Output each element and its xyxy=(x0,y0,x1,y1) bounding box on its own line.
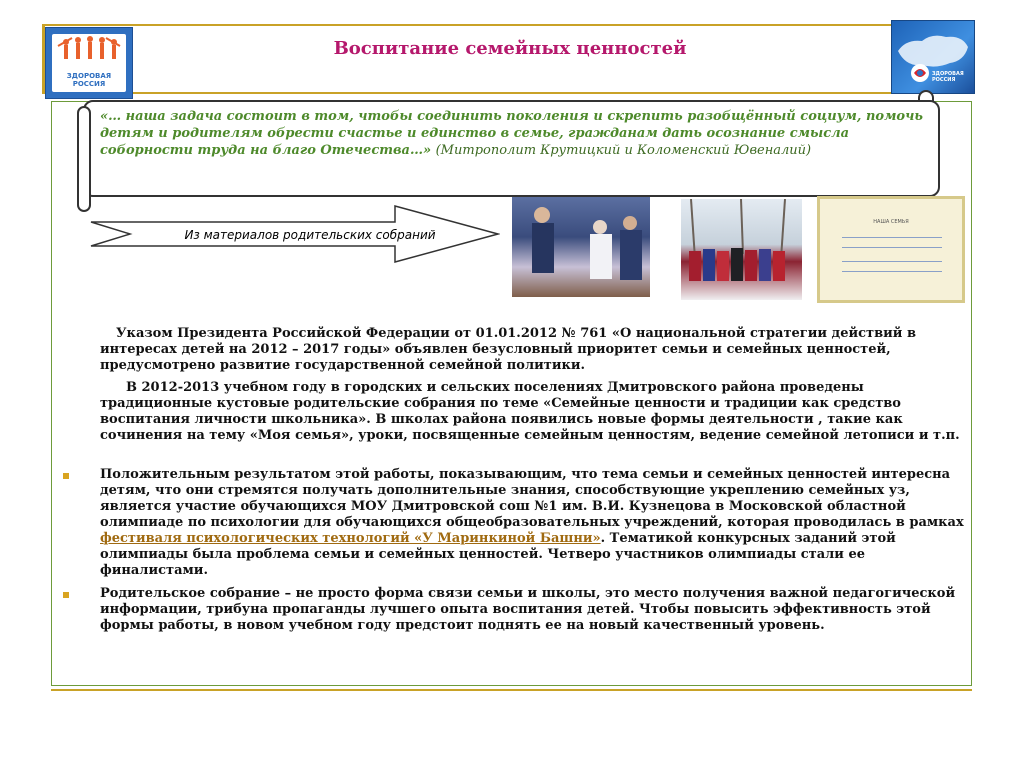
paragraph-meetings: В 2012-2013 учебном году в городских и сельских поселениях Дмитровского района проведены традиционные кустовые родительские собрания по теме «Семейные ценности и традиции как средство воспитания личности школьника». В школах района появились новые формы деятельности , такие как сочинения на тему «Моя семья», уроки, посвященные семейным ценностям, ведение семейной летописи и т.п. xyxy=(100,380,960,443)
photo-parent-meeting xyxy=(512,197,650,297)
quote-text: «… наша задача состоит в том, чтобы соединить поколения и скрепить разобщённый социум, помочь детям и родителям обрести счастье и единство в семье, гражданам дать осознание смысла соборности труда на благо Отечества…» xyxy=(100,109,923,158)
logo-right-caption: ЗДОРОВАЯ РОССИЯ xyxy=(932,71,964,83)
zdorovaya-rossiya-logo-right xyxy=(891,20,975,94)
certificate-line xyxy=(842,247,942,248)
quote-block xyxy=(100,108,930,159)
folk-group-photo-icon xyxy=(681,199,802,300)
bullet-olympiad-text: Положительным результатом этой работы, показывающим, что тема семьи и семейных ценностей интересна детям, что они стремятся получать дополнительные знания, способствующие укреплению семейных уз, является участие обучающихся МОУ Дмитровской сош №1 им. В.И. Кузнецова в Московской областной олимпиаде по психологии для обучающихся общеобразовательных учреждений, которая проводилась в рамках xyxy=(100,467,964,530)
people-photo-icon xyxy=(512,197,650,297)
bullet-olympiad xyxy=(100,467,966,579)
bullet-icon xyxy=(63,473,69,479)
photo-family-certificate xyxy=(817,196,965,303)
festival-link[interactable]: фестиваля психологических технологий «У Маринкиной Башни» xyxy=(100,531,601,546)
frame-bottom-rule xyxy=(51,689,972,691)
certificate-line xyxy=(842,237,942,238)
logo-emblem xyxy=(52,34,126,92)
photo-folk-group xyxy=(681,199,802,300)
logo-left-caption: ЗДОРОВАЯ РОССИЯ xyxy=(66,72,112,88)
arrow-label: Из материалов родительских собраний xyxy=(184,228,436,242)
certificate-title: НАША СЕМЬЯ xyxy=(873,219,909,225)
bullet-icon xyxy=(63,592,69,598)
quote-author: (Митрополит Крутицкий и Коломенский Ювеналий) xyxy=(435,143,812,158)
scroll-curl-left xyxy=(77,106,91,212)
bullet-olympiad-text-end: . Тематикой конкурсных заданий этой олимпиады была проблема семьи и семейных ценностей. Четверо участников олимпиады стали ее финалистами. xyxy=(100,531,896,578)
bullet-parent-meeting: Родительское собрание – не просто форма связи семьи и школы, это место получения важной педагогической информации, трибуна пропаганды лучшего опыта воспитания детей. Чтобы повысить эффективность этой формы работы, в новом учебном году предстоит поднять ее на новый качественный уровень. xyxy=(100,586,956,633)
certificate-line xyxy=(842,261,942,262)
certificate-line xyxy=(842,271,942,272)
people-figures-icon xyxy=(52,34,126,72)
zdorovaya-rossiya-logo-left xyxy=(45,27,133,99)
page-title: Воспитание семейных ценностей xyxy=(333,38,687,59)
header-top-rule xyxy=(42,24,972,26)
header-bottom-rule xyxy=(42,92,972,94)
paragraph-decree: Указом Президента Российской Федерации от 01.01.2012 № 761 «О национальной стратегии действий в интересах детей на 2012 – 2017 годы» объявлен безусловный приоритет семьи и семейных ценностей, предусмотрено развитие государственной семейной политики. xyxy=(100,326,916,373)
